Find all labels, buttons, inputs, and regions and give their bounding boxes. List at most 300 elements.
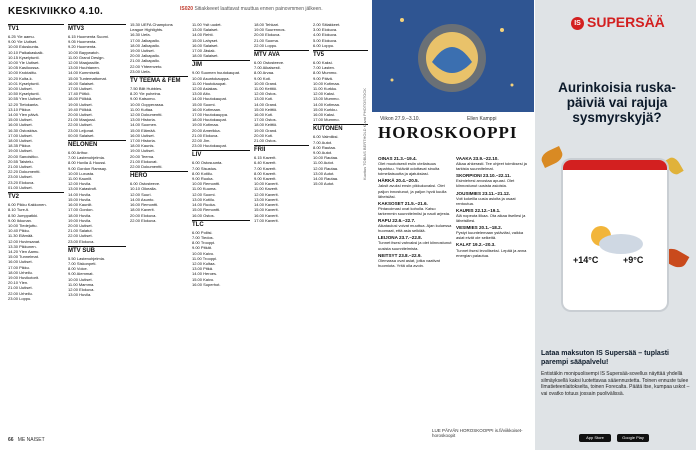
program-listing: 9.00 Pitkät. xyxy=(192,245,213,251)
program-listing: 9.00 Autot. xyxy=(313,150,333,156)
program-listing: 7.00 Lasten. xyxy=(313,65,336,71)
program-listing: 17.00 Kaverit. xyxy=(254,217,279,223)
program-listing: 20.00 Koti. xyxy=(254,132,274,138)
program-listing: 10.55 Ylen Uutiset. xyxy=(8,96,42,102)
program-listing: 17.00 Historia. xyxy=(130,138,156,144)
program-listing: 20.10 Ylen. xyxy=(8,280,29,286)
app-header-bar xyxy=(563,160,667,170)
program-listing: 15.00 Keittiö. xyxy=(254,106,278,112)
program-listing: 21.00 Elokuva. xyxy=(192,132,219,138)
program-listing: 13.00 Koti. xyxy=(254,96,274,102)
program-listing: 21.00 Maajussi. xyxy=(68,117,97,123)
program-listing: 21.00 Ostos. xyxy=(254,138,277,144)
program-listing: 10.20 Kulta-k. xyxy=(8,75,33,81)
header-note-lead: IS020 xyxy=(180,6,194,12)
horoscope-section xyxy=(372,0,534,450)
channel-heading: TV5 xyxy=(313,50,368,59)
program-listing: 9.00 Gordon Ramsay. xyxy=(68,165,107,171)
program-listing: 4.00 Elokuva. xyxy=(313,32,338,38)
program-listing: 9.00 Kaverit. xyxy=(254,176,277,182)
program-listing: 15.00 Kurkku. xyxy=(313,106,338,112)
zodiac-sign-text: Esimiehesi arvostaa apuasi. Olet kiinnostunut uusista asioista. xyxy=(456,178,515,189)
program-listing: 23.00 Leijonat. xyxy=(68,127,95,133)
program-listing: 8.20 Yle puheina. xyxy=(130,91,162,97)
program-listing: 20.00 Amerikka. xyxy=(192,127,221,133)
program-listing: 17.00 Ostos. xyxy=(254,117,277,123)
program-listing: 12.20 Tietokanta. xyxy=(8,101,39,107)
program-listing: 16.00 Koti. xyxy=(254,112,274,118)
channel-heading: TV1 xyxy=(8,24,64,33)
program-listing: 17.00 Uutiset. xyxy=(8,132,33,138)
program-listing: 16.00 Kaverit. xyxy=(254,212,279,218)
channel-column-4 xyxy=(192,22,250,422)
program-listing: 11.00 Kultaa. xyxy=(130,106,154,112)
program-listing: 10.00 Uutiset. xyxy=(68,276,93,282)
zodiac-sign-text: Jaksit avuksi ensin pikkukuvaksi. Olet paljon innostunut, ja paljon hyvä kuulla läheisiäsi. xyxy=(378,183,447,199)
program-listing: 7.00 Lastenohjelmia. xyxy=(68,155,105,161)
channel-heading: KUTONEN xyxy=(313,124,368,133)
program-listing: 14.00 Grand. xyxy=(254,101,278,107)
program-listing: 9.00 Aiemmat. xyxy=(68,271,94,277)
program-listing: 20.00 Elokuva. xyxy=(130,212,157,218)
program-listing: 22.00 Yhteenveto. xyxy=(130,63,163,69)
program-listing: 7.50 Bilit Hubbles. xyxy=(130,86,163,92)
program-listing: 10.00 Eduskunta. xyxy=(8,44,40,50)
zodiac-sign-name: KAURIS 22.12.–19.1. xyxy=(456,207,501,213)
program-listing: 2.00 Sitiakkeet. xyxy=(313,22,341,27)
program-listing: 6.00 Kaksi. xyxy=(313,60,333,66)
program-listing: 01.00 Uutiset. xyxy=(8,184,33,190)
horoscope-right-column xyxy=(456,154,530,424)
zodiac-sign-name: SKORPIONI 23.10.–22.11. xyxy=(456,173,511,179)
program-listing: 10.00 Kroktaiitu. xyxy=(8,70,37,76)
channel-heading: MTV3 xyxy=(68,24,126,33)
temperature-secondary: +9°C xyxy=(623,255,644,265)
program-listing: 20.00 Teema. xyxy=(130,153,155,159)
program-listing: 17.00 Pikku. xyxy=(8,264,31,270)
program-listing: 20.55 Taistelu. xyxy=(8,158,34,164)
program-listing: 11.00 Kaverit. xyxy=(254,186,279,192)
phone-mockup xyxy=(563,160,667,310)
program-listing: 6.15 Huomenta Suomi. xyxy=(68,34,109,39)
zodiac-sign-text: Alkaa ahkerasti. Tee ohjeet toimiksesi ja tarkista suunnitelmat. xyxy=(456,161,527,172)
program-listing: 9.20 Huomenta. xyxy=(68,44,97,50)
program-listing: 11.30 Elämää. xyxy=(8,233,34,239)
channel-column-1 xyxy=(8,22,64,422)
program-listing: 11.00 Autot. xyxy=(313,160,335,166)
program-listing: 20.00 Uutiset. xyxy=(68,222,93,228)
zodiac-sign-name: NEITSYT 23.8.–22.9. xyxy=(378,252,422,258)
program-listing: 22.00 Loppu. xyxy=(254,42,278,48)
program-listing: 21.00 Uutiset. xyxy=(8,285,33,291)
program-listing: 16.00 Ostos. xyxy=(192,212,215,218)
program-listing: 11.00 Huutokaupat. xyxy=(192,80,227,86)
program-listing: 10.00 Tiedejuttu. xyxy=(8,222,38,228)
program-listing: 14.00 Asunto. xyxy=(130,196,155,202)
program-listing: 9.00 Suomen huutokaupat. xyxy=(192,70,241,76)
program-listing: 11.00 Grand Design. xyxy=(68,54,105,60)
program-listing: 6.00 Ostosteeve. xyxy=(130,181,161,187)
program-listing: 15.30 UEFA Champions xyxy=(130,22,173,27)
channel-heading: HERO xyxy=(130,171,188,180)
program-listing: 23.00 Elokuva. xyxy=(68,238,95,244)
program-listing: 16.00 Kotimaan. xyxy=(192,106,222,112)
program-listing: 8.00 Kotiilu. xyxy=(192,170,213,176)
program-listing: 16.00 Uutiset. xyxy=(8,259,33,265)
app-store-badge[interactable]: App Store xyxy=(579,434,611,442)
program-listing: 21.00 Suoma. xyxy=(254,37,279,43)
google-play-badge[interactable]: Google Play xyxy=(617,434,649,442)
program-listing: 6.00 Ostosteeve. xyxy=(254,60,285,66)
program-listing: 14.00 Ruoka. xyxy=(192,202,216,208)
horoscope-left-column xyxy=(378,154,452,424)
zodiac-sign-name: HÄRKÄ 20.4.–20.5. xyxy=(378,178,419,184)
program-listing: 13.30 Pikkunen. xyxy=(8,243,37,249)
program-listing: 15.00 Tuntemattomat. xyxy=(68,75,107,81)
channel-heading: MTV SUB xyxy=(68,246,126,255)
program-listing: 7.00 Tiedos. xyxy=(192,234,214,240)
program-listing: 14.00 Suomen. xyxy=(130,122,158,128)
program-listing: 13.00 Autot. xyxy=(313,170,335,176)
program-listing: 14.00 Rehti. xyxy=(192,32,214,38)
channel-column-3 xyxy=(130,22,188,422)
ad-body-text: Entistäkin monipuolisempi IS Supersää-sovellus näyttää yhdellä silmäyksellä kaksi luotettavaa sääennustetta. Toinen ennuste tulee Ilmatieteenlaitokselta, toinen Forecalta. Päätä itse, kumpaa uskot – vai ovatko totuus jossain puolivälissä. xyxy=(541,371,690,397)
program-listing: 9.00 Katsomo. xyxy=(130,96,156,102)
page-day-header: KESKIVIIKKO 4.10. xyxy=(8,6,104,17)
program-listing: 12.00 Kaverit. xyxy=(254,191,279,197)
is-logo-icon: IS xyxy=(571,17,584,30)
program-listing: 19.00 Grand. xyxy=(254,127,278,133)
program-listing: 10.00 Kaivo. xyxy=(192,250,215,256)
program-listing: 8.00 Arvaa. xyxy=(254,70,275,76)
program-listing: 21.00 Elokuvat. xyxy=(130,158,158,164)
program-listing: 18.00 Uutiset. xyxy=(8,138,33,144)
program-listing: 6.00 Poliisi. xyxy=(192,229,213,235)
horoscope-footer-link[interactable]: LUE PÄIVÄN HOROSKOOPPI is.fi/viikkoiset-horoskoopit xyxy=(432,428,523,438)
program-listing: 12.00 Huvinsanat. xyxy=(8,238,41,244)
channel-column-5 xyxy=(254,22,309,422)
program-listing: 6.40 Kaverit. xyxy=(254,160,277,166)
program-listing: 11.00 Trooppi. xyxy=(192,255,218,261)
program-listing: 14.00 Kummisetä. xyxy=(68,70,101,76)
program-listing: 22.00 Uutiset. xyxy=(68,233,93,239)
program-listing: 19.40 Pölkkä. xyxy=(68,106,93,112)
zodiac-sign-name: OINAS 21.3.–19.4. xyxy=(378,156,417,161)
program-listing: 12.00 Asiakas. xyxy=(192,86,219,92)
program-listing: 22.00 Elokuva. xyxy=(130,217,157,223)
program-listing: 17.00 Gordon. xyxy=(68,207,94,213)
zodiac-sign-name: KALAT 19.2.–20.3. xyxy=(456,242,496,248)
program-listing: 12.00 Suuri. xyxy=(130,191,152,197)
program-listing: 13.00 Historia. xyxy=(130,117,156,123)
magazine-name: ME NAISET xyxy=(17,437,45,443)
program-listing: 23.00 Huutokaupat. xyxy=(192,143,227,149)
program-listing: 00.00 Salaiset. xyxy=(68,132,95,138)
autumn-leaf-icon xyxy=(664,155,683,177)
program-listing: 18.00 Tehkari. xyxy=(254,22,280,27)
page-number: 66 xyxy=(8,437,14,443)
program-listing: 8.00 Trooppi. xyxy=(192,240,216,246)
program-listing: 16.00 Salaiset. xyxy=(192,42,219,48)
program-listing: 17.40 Pötkö. xyxy=(68,91,91,97)
program-listing: 20.00 Elokuva. xyxy=(254,32,281,38)
program-listing: 16.30 Ostoskisa. xyxy=(8,127,38,133)
program-listing: 12.00 Elokuva. xyxy=(68,286,95,292)
program-listing: 10.05 Kasiloossa. xyxy=(8,65,40,71)
program-listing: 13.00 Huuhtanen. xyxy=(68,65,100,71)
program-listing: 13.00 Katastrofi. xyxy=(68,186,98,192)
horoscope-title: HOROSKOOPPI xyxy=(378,123,518,142)
program-listing: 12.00 Kultaa. xyxy=(192,260,216,266)
program-listing: 3.00 Elokuva. xyxy=(313,27,338,33)
page-footer xyxy=(8,437,45,443)
program-listing: 10.00 Uutiset. xyxy=(8,86,33,92)
program-listing: 17.00 Jalkapallo. xyxy=(130,37,161,43)
program-listing: 22.20 Dokumentti. xyxy=(8,169,41,175)
zodiac-sign-text: Voit kokeilla uusia asioita ja osaat rentoutua. xyxy=(456,195,516,206)
zodiac-sign-text: Tunnet itsesi vahvaksi ja olet kiinnostunut uusista suunnitelmista. xyxy=(378,240,452,251)
program-listing: 19.00 Huvila. xyxy=(68,217,92,223)
program-listing: 13.00 Kaverit. xyxy=(254,196,279,202)
program-listing: 23.20 Elokuva. xyxy=(8,179,35,185)
program-listing: 10.00 Asuntokauppa. xyxy=(192,75,230,81)
program-listing: 8.00 Voice. xyxy=(68,266,88,272)
zodiac-sign-name: JOUSIMIES 23.11.–21.12. xyxy=(456,190,511,196)
zodiac-sign-text: Pintavoimasi ovat koholla. Katso tarkemmin suunnitelmiisi ja nauti arjesta. xyxy=(378,205,451,216)
program-listing: 16.00 Superhot. xyxy=(192,281,221,287)
program-listing: 10.00 Oopperassa. xyxy=(130,101,165,107)
program-listing: 18.35 Pikkur. xyxy=(8,143,32,149)
program-listing: 20.00 Sanoisitko. xyxy=(8,153,39,159)
program-listing: 10.00 Remontti. xyxy=(192,181,221,187)
program-listing: 14.00 Ylen päivä. xyxy=(8,112,39,118)
channel-heading: TLC xyxy=(192,220,250,229)
program-listing: 20.00 Uutiset. xyxy=(68,112,93,118)
program-listing: 9.00 Ikkunan. xyxy=(8,217,33,223)
ad-subheadline: Lataa maksuton IS Supersää – tuplasti parempi sääpalvelu! xyxy=(541,350,669,366)
program-listing: 7.00 Autot. xyxy=(313,139,333,145)
zodiac-sign-name: RAPU 22.6.–22.7. xyxy=(378,218,416,224)
program-listing: 18.00 Huvila. xyxy=(68,212,92,218)
channel-heading: NELONEN xyxy=(68,140,126,149)
zodiac-sign-name: LEIJONA 23.7.–22.8. xyxy=(378,235,423,241)
program-listing: 17.00 Uutiset. xyxy=(68,86,93,92)
channel-heading: JIM xyxy=(192,60,250,69)
supersaa-logo xyxy=(571,14,665,30)
program-listing: 5.50 Lastenohjelmia. xyxy=(68,255,105,261)
program-listing: 19.00 Suurennos. xyxy=(254,27,286,33)
program-listing: 10.00 Kotimaa. xyxy=(313,80,340,86)
program-listing: 12.00 Ostos. xyxy=(254,91,277,97)
program-listing: 13.00 Pitkä. xyxy=(192,266,214,272)
program-listing: 12.00 Huvila. xyxy=(68,181,92,187)
program-listing: 8.00 Mummo. xyxy=(313,70,338,76)
program-listing: 9.00 Koti. xyxy=(254,75,271,81)
program-listing: 6.00 Arthur. xyxy=(68,150,89,156)
program-listing: 10.50 Kyselytunti. xyxy=(8,91,40,97)
program-listing: 15.00 Huvila. xyxy=(68,196,92,202)
program-listing: 14.00 Heroes. xyxy=(192,271,218,277)
program-listing: 12.00 Suomi. xyxy=(192,191,216,197)
program-listing: 19.00 Uutiset. xyxy=(8,148,33,154)
program-listing: 6.00 Valmiiksi. xyxy=(313,134,339,140)
program-listing: 21.00 Uutiset. xyxy=(8,164,33,170)
program-listing: 20.00 Jalkapallo. xyxy=(130,53,161,59)
program-listing: 23.00 Loppu. xyxy=(8,295,32,301)
program-listing: 14.00 Huutokaupat. xyxy=(192,96,227,102)
program-listing: 15.00 Autot. xyxy=(313,181,335,187)
program-listing: 19.00 Uutiset. xyxy=(130,148,155,154)
program-listing: 10.01 Kyselytunti. xyxy=(8,80,40,86)
program-listing: 10.10 Paikakaskaik. xyxy=(8,49,44,55)
program-listing: 15.00 Elämää. xyxy=(130,127,156,133)
program-listing: 21.00 Salatut. xyxy=(68,228,93,234)
program-listing: 22.00 Jim. xyxy=(192,138,211,144)
channel-column-6 xyxy=(313,22,368,422)
program-listing: 16.00 Remontti. xyxy=(130,202,159,208)
program-listing: 12.00 Maajussille. xyxy=(68,60,101,66)
program-listing: 19.00 Uutiset. xyxy=(130,48,155,54)
program-listing: 13.10 Pikkur. xyxy=(8,106,32,112)
program-listing: 13.00 Huvila. xyxy=(68,292,92,298)
program-listing: 22.00 Dokumentti. xyxy=(130,164,163,170)
program-listing: 14.00 Huvila. xyxy=(68,191,92,197)
autumn-leaf-icon xyxy=(539,146,565,168)
program-listing: 5.00 Elokuva. xyxy=(313,37,338,43)
channel-heading: TV TEEMA & FEM xyxy=(130,76,188,85)
program-listing: 10.00 Bayywatch. xyxy=(68,49,100,55)
program-listing: 17.00 Jäsiak. xyxy=(192,48,216,54)
program-listing: 18.00 Kaunis. xyxy=(130,143,155,149)
program-listing: 6.00 Pikku Kakkonen. xyxy=(8,202,47,208)
program-listing: 16.00 Uutiset. xyxy=(130,132,155,138)
program-listing: 9.00 Yle Uutiset. xyxy=(8,39,38,45)
program-listing: 15.00 Uutiset. xyxy=(8,117,33,123)
zodiac-sign-text: Älä nopeuta liikaa. Ota aikaa itsellesi ja läheisillesi. xyxy=(456,212,526,224)
program-listing: 8.00 Huvila & Huussi. xyxy=(68,160,107,166)
zodiac-sign-text: Tunnet itsesi levolliseksi. Lepää ja anna energian palautua. xyxy=(456,247,527,258)
program-listing: 8.50 Jumppatkki. xyxy=(8,212,39,218)
program-listing: 12.00 Kaksi. xyxy=(313,91,336,97)
program-listing: 10.40 Pikku. xyxy=(8,228,31,234)
program-listing: 21.00 Jalkapallo. xyxy=(130,58,161,64)
program-listing: 19.00 Uutiset. xyxy=(68,101,93,107)
program-listing: 15.00 Suomi. xyxy=(192,101,216,107)
program-listing: 12.00 Rautaa. xyxy=(313,165,339,171)
program-listing: League Highlights. xyxy=(130,27,164,33)
program-listing: 6.15 Kaverit. xyxy=(254,155,277,161)
program-listing: 13.00 Kotiilu. xyxy=(192,196,216,202)
program-listing: 9.00 Ruoka. xyxy=(192,176,214,182)
temperature-primary: +14°C xyxy=(573,255,599,265)
program-listing: 11.00 Kauniit. xyxy=(68,176,93,182)
program-listing: 17.00 Huutokauppa. xyxy=(192,112,229,118)
zodiac-illustration xyxy=(372,0,534,112)
program-listing: 6.25 Yle aamu. xyxy=(8,34,35,39)
program-listing: 16.00 Kauniit. xyxy=(68,202,93,208)
zodiac-sign-text: Olet muotoisesti esiin uteliaisuus tapahtuu. Ystävät odottavat sinulta toimeliaisuutta ja ajatuksiasi. xyxy=(378,161,440,177)
program-listing: 6.00 Ostosuunta. xyxy=(192,160,223,166)
program-listing: 16.00 Uutiset. xyxy=(8,122,33,128)
program-listing: 7.00 Siskonpeti. xyxy=(68,260,97,266)
channel-heading: MTV AVA xyxy=(254,50,309,59)
program-listing: 14.00 Kotimaa. xyxy=(313,101,340,107)
program-listing: 18.00 Pölkkä. xyxy=(68,96,93,102)
program-listing: 10.10 Oikealla. xyxy=(130,186,157,192)
program-listing: 10.00 Yle Uutiset. xyxy=(8,60,40,66)
program-listing: 15.00 Lahyset. xyxy=(192,37,219,43)
program-listing: 9.00 Päivä. xyxy=(313,75,334,81)
program-listing: 22.00 Uutiset. xyxy=(68,122,93,128)
zodiac-sign-text: Pystyt kuuntelemaan ystäviäsi, vaikka asiat eivät ole selkeitä. xyxy=(456,230,524,241)
channel-heading: FRII xyxy=(254,145,309,154)
horoscope-author: Ellen Kamppi xyxy=(467,116,497,122)
zodiac-sign-name: VAAKA 23.9.–22.10. xyxy=(456,156,499,161)
program-listing: 10.00 Luxusta. xyxy=(68,170,95,176)
program-listing: 15.00 Kaverit. xyxy=(254,207,279,213)
program-listing: 19.00 Huvikotorit. xyxy=(8,274,40,280)
program-listing: 11.00 Ysit uudet. xyxy=(192,22,222,27)
header-note-text: Sitiakkeeet laattavat muuttua ennen painovmmen jälkeen. xyxy=(194,6,323,12)
illustration-credit: Kuvitus TOBIAS BERTHOLD Kuvat PHOTOSTOCK xyxy=(362,88,367,180)
program-listing: 15.00 Tunnelmat. xyxy=(8,254,39,260)
program-listing: 18.00 Jalkapallo. xyxy=(130,42,161,48)
program-listing: 18.00 Kaverit. xyxy=(130,207,155,213)
program-listing: 17.00 Mummo. xyxy=(313,117,340,123)
zodiac-sign-name: KAKSOSET 21.5.–21.6. xyxy=(378,200,428,206)
supersaa-logo-text: SUPERSÄÄ xyxy=(587,14,665,30)
program-listing: 22.00 Urheilu. xyxy=(8,290,33,296)
program-listing: 10.00 Rautaa. xyxy=(313,155,339,161)
program-listing: 14.00 Rautaa. xyxy=(313,176,339,182)
program-listing: 11.00 Kuuma. xyxy=(192,186,217,192)
channel-heading: TV2 xyxy=(8,192,64,201)
program-listing: 15.00 Kaivo. xyxy=(192,276,215,282)
program-listing: 7.00 Sisustus. xyxy=(192,165,218,171)
program-listing: 9.05 Huomenta. xyxy=(68,39,97,45)
program-listing: 13.00 Mummo. xyxy=(313,96,340,102)
program-listing: 11.00 Kurkku. xyxy=(313,86,338,92)
zodiac-sign-text: Aikataulusi voivat muuttua. Ajan kuluessa huomaat, että asia selkiää. xyxy=(378,223,452,234)
program-listing: 23.00 Uutiset. xyxy=(8,174,33,180)
program-listing: 11.00 Keittiö. xyxy=(254,86,278,92)
program-listing: 14.20 Ylen Aamu. xyxy=(8,248,40,254)
program-listing: 6.00 Loppu. xyxy=(313,42,335,48)
program-listing: 7.00 Kaverit. xyxy=(254,165,277,171)
ad-headline: Aurinkoisia ruska-päiviä vai rajuja sysmyrskyjä? xyxy=(558,80,676,125)
program-listing: 8.10 Ture-ti. xyxy=(8,207,30,213)
weather-cloud-icon xyxy=(571,220,659,260)
zodiac-sign-text: Olemassa ovat asiat, jotka vaativat huomiota. Yritä olla avoin. xyxy=(378,257,440,268)
program-listing: 18.00 Keittiö. xyxy=(254,122,278,128)
program-listing: 18.00 Huutokaupat. xyxy=(192,117,227,123)
program-listing: 10.00 Kaverit. xyxy=(254,181,279,187)
program-listing: 16.00 Kaksi. xyxy=(313,112,336,118)
program-listing: 10.00 Grand. xyxy=(254,80,278,86)
program-listing: 16.00 Salaiset. xyxy=(68,80,95,86)
program-listing: 23.00 Uefa. xyxy=(130,68,151,74)
program-listing: 18.00 Salaiset. xyxy=(192,53,219,59)
channel-column-2 xyxy=(68,22,126,422)
zodiac-sign-name: VESIMIES 20.1.–18.2. xyxy=(456,225,502,231)
program-listing: 16.30 Uefa. xyxy=(130,32,151,38)
program-listing: 18.00 Urheilu. xyxy=(8,269,33,275)
program-listing: 13.00 Aito. xyxy=(192,91,211,97)
supersaa-advertisement[interactable] xyxy=(535,0,696,450)
program-listing: 7.00 Aikaisesti. xyxy=(254,65,281,71)
program-listing: 8.00 Rautaa. xyxy=(313,144,336,150)
program-listing: 13.00 Salaiset. xyxy=(192,27,219,33)
